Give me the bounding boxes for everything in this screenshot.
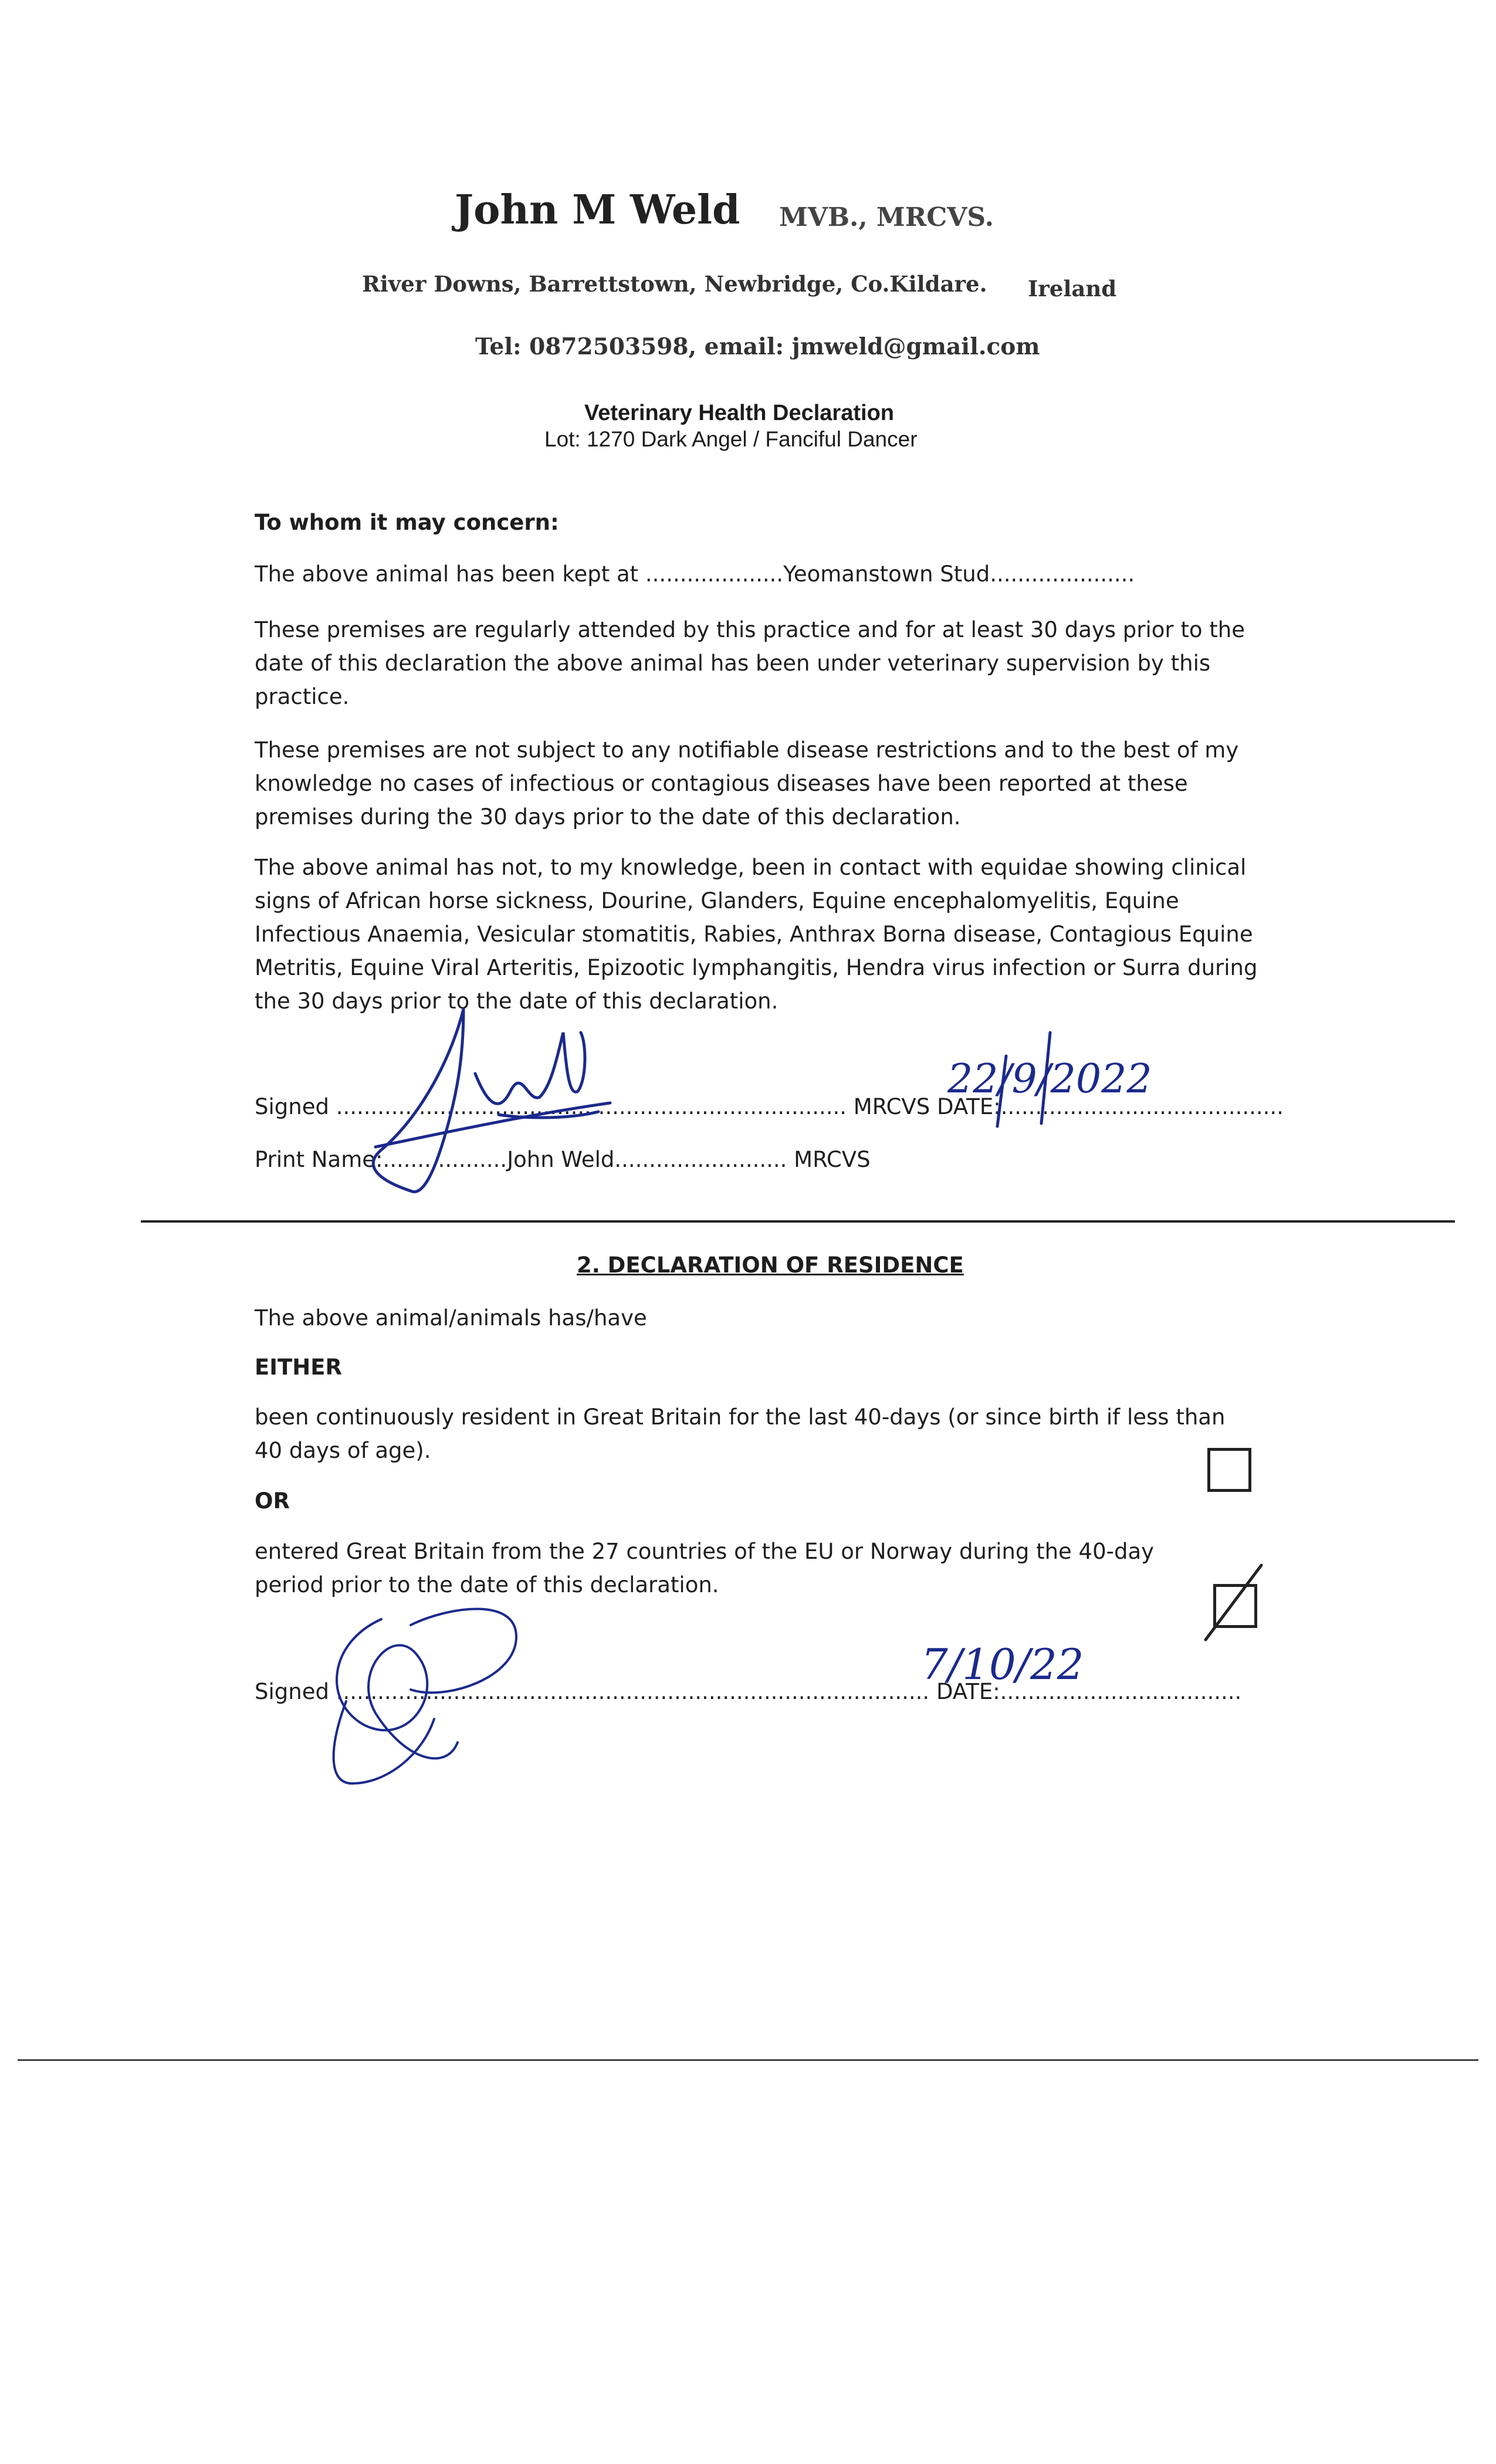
residence-signature <box>334 1609 516 1784</box>
option-2-tick-mark <box>1206 1565 1261 1640</box>
practitioner-country: Ireland <box>1028 276 1117 302</box>
practitioner-address: River Downs, Barrettstown, Newbridge, Co.Kildare. <box>362 271 987 297</box>
document-title: Veterinary Health Declaration <box>584 401 894 425</box>
kept-at-line: The above animal has been kept at ....................Yeomanstown Stud..................... <box>255 561 1135 587</box>
residence-either: EITHER <box>255 1355 343 1380</box>
practitioner-qualifications: MVB., MRCVS. <box>779 202 994 232</box>
salutation: To whom it may concern: <box>255 510 559 535</box>
residence-option-2: entered Great Britain from the 27 countries of the EU or Norway during the 40-day period prior to the date of this declaration. <box>255 1539 1155 1597</box>
vet-signature-date: 22/9/2022 <box>947 1056 1152 1102</box>
vet-signed-line: Signed .......................................................................... MRCVS DATE:......................................... <box>255 1094 1284 1119</box>
vet-date-slashes <box>997 1033 1050 1126</box>
lot-line: Lot: 1270 Dark Angel / Fanciful Dancer <box>544 427 918 451</box>
residence-signature-date: 7/10/22 <box>921 1640 1084 1689</box>
paragraph-supervision: These premises are regularly attended by this practice and for at least 30 days prior to the date of this declaration the above animal has been under veterinary supervision by this practice. <box>255 617 1245 709</box>
residence-heading: 2. DECLARATION OF RESIDENCE <box>577 1253 964 1278</box>
vet-signature <box>373 1009 610 1192</box>
practitioner-name: John M Weld <box>455 187 740 233</box>
residence-signed-line: Signed ...................................................................................... DATE:................................... <box>255 1679 1242 1704</box>
residence-or: OR <box>255 1488 290 1514</box>
residence-intro: The above animal/animals has/have <box>255 1305 647 1331</box>
practitioner-contact: Tel: 0872503598, email: jmweld@gmail.com <box>475 333 1040 360</box>
residence-option-1: been continuously resident in Great Britain for the last 40-days (or since birth if less than 40 days of age). <box>255 1404 1226 1463</box>
paragraph-restrictions: These premises are not subject to any notifiable disease restrictions and to the best of my knowledge no cases of infectious or contagious diseases have been reported at these premises during the 30 days prior to the date of this declaration. <box>255 737 1239 830</box>
paragraph-disease-contact: The above animal has not, to my knowledge, been in contact with equidae showing clinical signs of African horse sickness, Dourine, Glanders, Equine encephalomyelitis, Equine Infectious Anaemia, Vesicular stomatitis, Rabies, Anthrax Borna disease, Contagious Equine Metritis, Equine Viral Arteritis, Epizootic lymphangitis, Hendra virus infection or Surra during the 30 days prior to the date of this declaration. <box>255 855 1258 1014</box>
print-name-line: Print Name:..................John Weld......................... MRCVS <box>255 1147 871 1172</box>
